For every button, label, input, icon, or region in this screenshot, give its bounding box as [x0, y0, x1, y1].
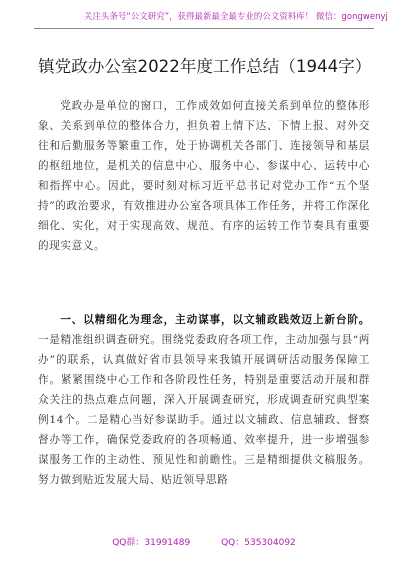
footer-contact	[0, 535, 408, 548]
section-body-text: 一是精准组织调查研究。围绕党委政府各项工作，主动加强与县“两办”的联系，认真做好省市县领导来我镇开展调研活动服务保障工作。紧紧围绕中心工作和各阶段性任务，特别是重要活动开展和群众关注的热点难点问题，深入开展调查研究，形成调查研究典型案例14个。二是精心当好参谋助手。通过以文辅政、信息辅政、督察督办等工作，确保党委政府的各项畅通、效率提升，进一步增强参谋服务工作的主动性、预见性和前瞻性。三是精细提供文稿服务。努力做到贴近发展大局、贴近领导思路	[38, 334, 370, 486]
paragraph-intro-text: 党政办是单位的窗口，工作成效如何直接关系到单位的整体形象、关系到单位的整体合力，担负着上情下达、下情上报、对外交往和后勤服务等繁重工作，处于协调机关各部门、连接领导和基层的枢纽地位，是机关的信息中心、服务中心、参谋中心、运转中心和指挥中心。因此，要时刻对标习近平总书记对党办工作“五个坚持”的政治要求，有效推进办公室各项具体工作任务，并将工作深化细化、实化，对于实现高效、规范、有序的运转工作节奏具有重要的现实意义。	[38, 100, 370, 252]
document-title: 镇党政办公室2022年度工作总结（1944字）	[38, 57, 372, 76]
header-divider	[34, 28, 374, 29]
section-heading: 一、以精细化为理念，主动谋事，以文辅政践效迈上新台阶。	[60, 314, 370, 326]
footer-qq: QQ：535304092	[221, 538, 296, 548]
paragraph-intro	[38, 96, 370, 256]
header-banner: 关注头条号“公文研究”，获得最新最全最专业的公文资料库！ 微信：gongwenyj	[84, 11, 388, 21]
paragraph-section-one	[38, 310, 370, 490]
footer-qq-group: QQ群：31991489	[112, 538, 191, 548]
